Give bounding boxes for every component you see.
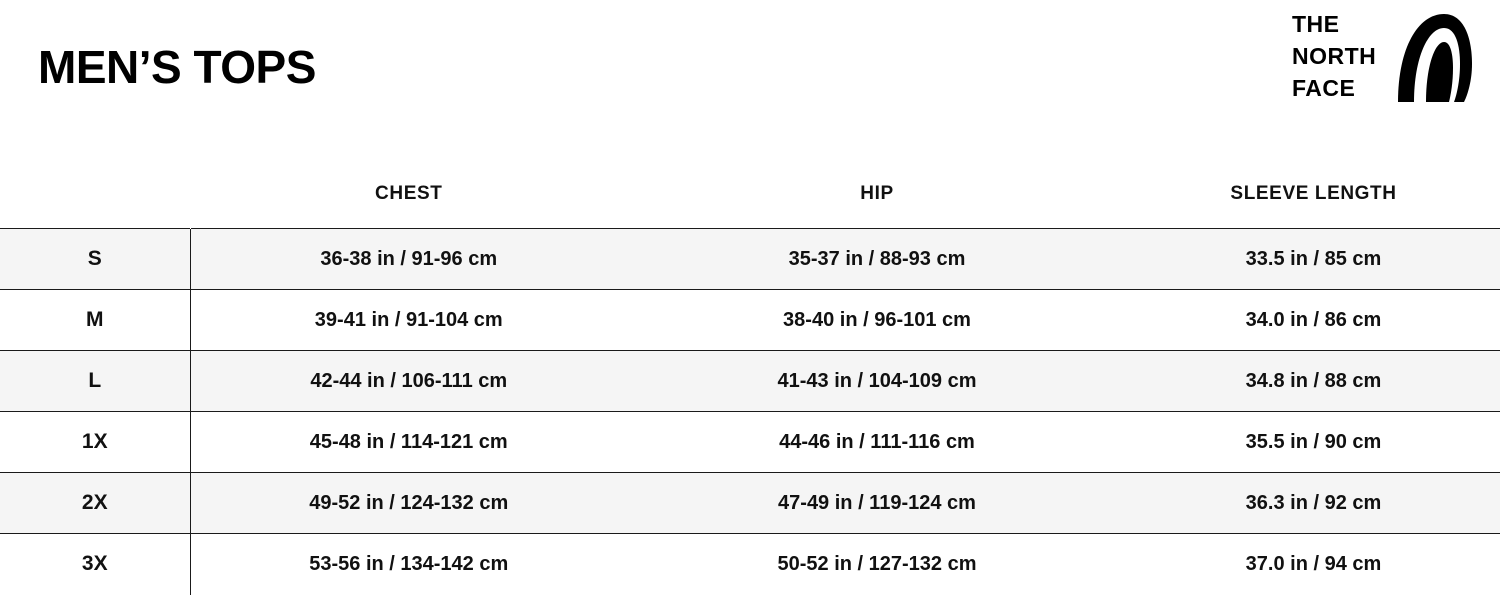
page-title: MEN’S TOPS [38, 41, 316, 93]
svg-text:FACE: FACE [1292, 75, 1356, 101]
cell-size: L [0, 351, 190, 412]
the-north-face-logo [1292, 8, 1472, 108]
cell-chest: 39-41 in / 91-104 cm [190, 290, 627, 351]
table-row [0, 351, 1500, 412]
cell-chest: 45-48 in / 114-121 cm [190, 412, 627, 473]
cell-size: 3X [0, 534, 190, 595]
column-header-size [0, 160, 190, 229]
table-header [0, 160, 1500, 229]
cell-sleeve: 36.3 in / 92 cm [1127, 473, 1500, 534]
cell-chest: 36-38 in / 91-96 cm [190, 229, 627, 290]
cell-size: 2X [0, 473, 190, 534]
cell-chest: 53-56 in / 134-142 cm [190, 534, 627, 595]
column-header-sleeve-length: SLEEVE LENGTH [1127, 160, 1500, 229]
cell-sleeve: 34.0 in / 86 cm [1127, 290, 1500, 351]
cell-sleeve: 33.5 in / 85 cm [1127, 229, 1500, 290]
cell-hip: 44-46 in / 111-116 cm [627, 412, 1127, 473]
table-header-row [0, 160, 1500, 229]
cell-size: 1X [0, 412, 190, 473]
cell-hip: 50-52 in / 127-132 cm [627, 534, 1127, 595]
chart-header [0, 0, 1500, 160]
cell-sleeve: 35.5 in / 90 cm [1127, 412, 1500, 473]
cell-sleeve: 34.8 in / 88 cm [1127, 351, 1500, 412]
cell-hip: 35-37 in / 88-93 cm [627, 229, 1127, 290]
column-header-chest: CHEST [190, 160, 627, 229]
cell-hip: 47-49 in / 119-124 cm [627, 473, 1127, 534]
cell-hip: 41-43 in / 104-109 cm [627, 351, 1127, 412]
cell-sleeve: 37.0 in / 94 cm [1127, 534, 1500, 595]
column-header-hip: HIP [627, 160, 1127, 229]
table-row [0, 473, 1500, 534]
cell-chest: 42-44 in / 106-111 cm [190, 351, 627, 412]
table-row [0, 229, 1500, 290]
svg-text:THE: THE [1292, 11, 1340, 37]
cell-chest: 49-52 in / 124-132 cm [190, 473, 627, 534]
table-row [0, 290, 1500, 351]
cell-size: S [0, 229, 190, 290]
cell-hip: 38-40 in / 96-101 cm [627, 290, 1127, 351]
svg-text:NORTH: NORTH [1292, 43, 1377, 69]
table-body [0, 229, 1500, 595]
cell-size: M [0, 290, 190, 351]
size-chart-table [0, 160, 1500, 595]
table-row [0, 412, 1500, 473]
table-row [0, 534, 1500, 595]
